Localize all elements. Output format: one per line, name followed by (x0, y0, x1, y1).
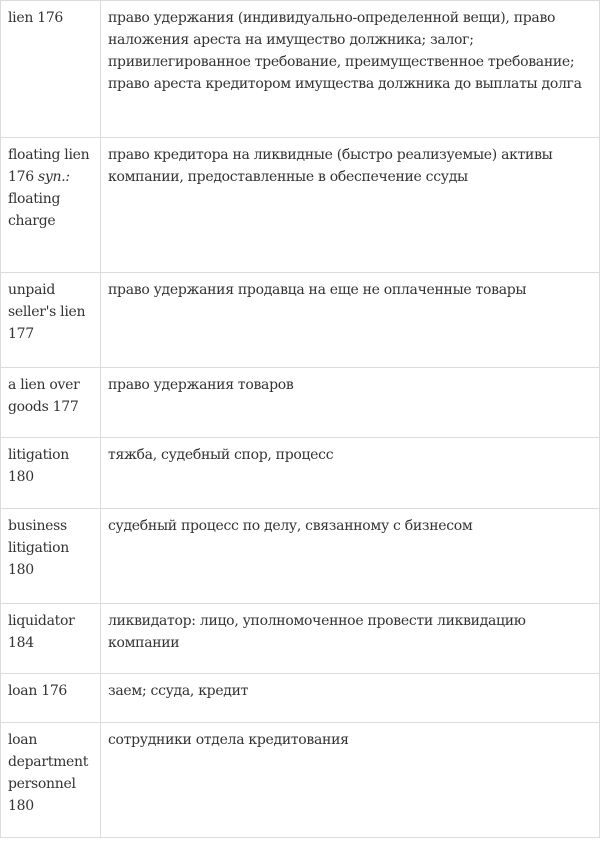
term-cell: lien 176 (1, 1, 101, 138)
term-cell: loan department personnel 180 (1, 723, 101, 838)
table-row (1, 368, 600, 438)
synonym-term: floating charge (8, 191, 61, 229)
table-row (1, 1, 600, 138)
term-cell: a lien over goods 177 (1, 368, 101, 438)
term-cell: business litigation 180 (1, 509, 101, 604)
definition-cell: право кредитора на ликвидные (быстро реализуемые) активы компании, предоставленные в обеспечение ссуды (101, 138, 600, 273)
definition-cell: сотрудники отдела кредитования (101, 723, 600, 838)
definition-cell: право удержания (индивидуально-определенной вещи), право наложения ареста на имущество должника; залог; привилегированное требование, преимущественное требование; право ареста кредитором имущества должника до выплаты долга (101, 1, 600, 138)
term-cell: litigation 180 (1, 438, 101, 509)
table-row (1, 604, 600, 674)
table-row (1, 674, 600, 723)
term-cell (1, 138, 101, 273)
table-row (1, 509, 600, 604)
table-row (1, 438, 600, 509)
definition-cell: судебный процесс по делу, связанному с бизнесом (101, 509, 600, 604)
definition-cell: ликвидатор: лицо, уполномоченное провести ликвидацию компании (101, 604, 600, 674)
definition-cell: заем; ссуда, кредит (101, 674, 600, 723)
term-cell: liquidator 184 (1, 604, 101, 674)
synonym-label: syn.: (37, 169, 70, 185)
table-row (1, 723, 600, 838)
term-cell: unpaid seller's lien 177 (1, 273, 101, 368)
table-row (1, 273, 600, 368)
term-cell: loan 176 (1, 674, 101, 723)
table-row (1, 138, 600, 273)
term-text: floating lien 176 (8, 147, 90, 185)
definition-cell: тяжба, судебный спор, процесс (101, 438, 600, 509)
definition-cell: право удержания продавца на еще не оплаченные товары (101, 273, 600, 368)
definition-cell: право удержания товаров (101, 368, 600, 438)
